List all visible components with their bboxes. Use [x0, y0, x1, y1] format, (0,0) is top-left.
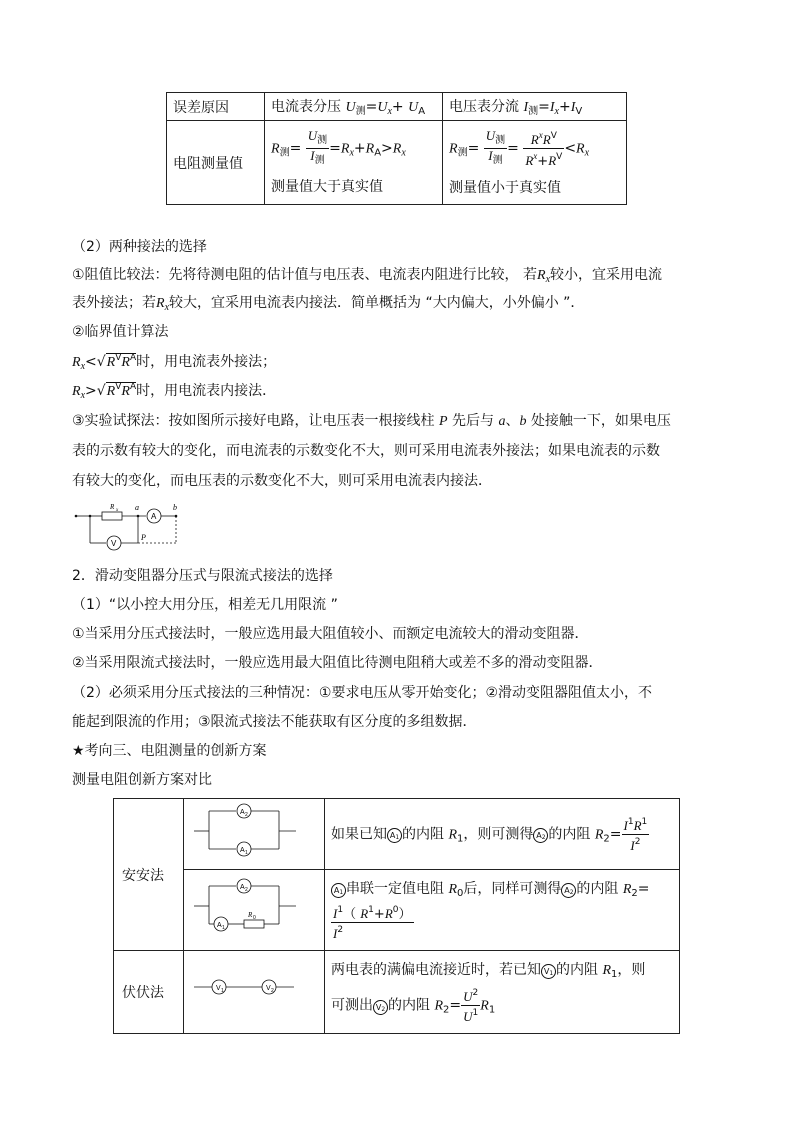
cell-aa-diagram2 — [184, 870, 325, 951]
section2-para3: $R_x<√R^VR^A$时，用电流表外接法； — [72, 353, 277, 372]
svg-text:V: V — [216, 985, 221, 992]
rx-label: R — [110, 503, 115, 511]
section3-para4: （2）必须采用分压式接法的三种情况：①要求电压从零开始变化；②滑动变阻器阻值太小，不 — [72, 685, 653, 701]
voltmeter-v1-icon: V1 — [541, 964, 556, 979]
section4-heading: ★考向三、电阻测量的创新方案 — [72, 743, 267, 759]
section2-heading: （2）两种接法的选择 — [72, 239, 207, 255]
section2-para7: 有较大的变化，而电压表的示数变化不大，则可采用电流表内接法． — [72, 473, 492, 489]
cell-vv-desc: 两电表的满偏电流接近时，若已知 V1 的内阻 $R_1$，则 可测出 V2 的内阻 $R_2=$ $\frac{U^2}{U^1}$ $R_1$ — [325, 951, 680, 1034]
cell-aa-desc2: A1 串联一定值电阻 $R_0$后，同样可测得 A2 的内阻 $R_2=$ $\frac{I^1( R^1+R^0)}{I^2}$ — [325, 870, 680, 951]
error-table — [166, 92, 627, 205]
svg-text:2: 2 — [245, 887, 248, 893]
section3-para5: 能起到限流的作用；③限流式接法不能获取有区分度的多组数据． — [72, 714, 477, 730]
cell-measured-value: 电阻测量值 — [167, 121, 265, 205]
svg-text:1: 1 — [221, 988, 224, 994]
cell-ammeter-divide: 电流表分压 $U_测=U_x+ U_A$ — [265, 93, 443, 121]
cell-vv-method: 伏伏法 — [114, 951, 184, 1034]
ammeter-a1-icon: A1 — [387, 828, 402, 843]
svg-text:P: P — [141, 533, 146, 542]
section2-para1b: 表外接法；若$R_x$较大，宜采用电流表内接法．简单概括为 “大内偏大，小外偏小 ”． — [72, 295, 585, 313]
test-circuit-diagram — [72, 500, 192, 552]
cell-error-cause: 误差原因 — [167, 93, 265, 121]
ammeter-label: A — [151, 512, 157, 521]
cell-outer-formula: $R_测=$ $\frac{U_测}{I_测}$ = $\frac{R^xR^V}{R^x+R^V}$ $<R_x$ 测量值小于真实值 — [443, 121, 627, 205]
section2-para2: ②临界值计算法 — [72, 324, 169, 340]
section3-heading: 2．滑动变阻器分压式与限流式接法的选择 — [72, 568, 333, 584]
section2-para1: ①阻值比较法：先将待测电阻的估计值与电压表、电流表内阻进行比较， 若$R_x$较小，宜采用电流 — [72, 267, 663, 285]
cell-vv-diagram — [184, 951, 325, 1034]
cell-aa-diagram1 — [184, 799, 325, 870]
ammeter-a1-icon: A1 — [331, 883, 346, 898]
cell-aa-desc1: 如果已知 A1 的内阻 $R_1$，则可测得 A2 的内阻 $R_2=$ $\frac{I^1R^1}{I^2}$ — [325, 799, 680, 870]
section2-para4: $R_x>√R^VR^A$时，用电流表内接法． — [72, 382, 277, 401]
svg-text:A: A — [240, 847, 245, 854]
aa-circuit-1 — [184, 799, 324, 865]
svg-text:R: R — [248, 911, 253, 919]
svg-text:x: x — [116, 508, 119, 513]
voltmeter-v2-icon: V2 — [373, 1000, 388, 1015]
svg-text:A: A — [217, 922, 222, 929]
vv-circuit — [184, 951, 324, 1029]
svg-text:1: 1 — [245, 850, 248, 856]
svg-text:2: 2 — [271, 988, 274, 994]
section3-para3: ②当采用限流式接法时，一般应选用最大阻值比待测电阻稍大或差不多的滑动变阻器． — [72, 655, 603, 671]
svg-text:b: b — [173, 503, 177, 512]
aa-circuit-2 — [184, 870, 324, 946]
svg-text:a: a — [135, 503, 139, 512]
ammeter-a2-icon: A2 — [561, 883, 576, 898]
svg-text:V: V — [266, 985, 271, 992]
section3-para1: （1）“以小控大用分压，相差无几用限流 ” — [72, 597, 338, 613]
voltmeter-label: V — [111, 539, 117, 548]
ammeter-a2-icon: A2 — [533, 828, 548, 843]
section3-para2: ①当采用分压式接法时，一般应选用最大阻值较小、而额定电流较大的滑动变阻器． — [72, 626, 589, 642]
svg-text:2: 2 — [245, 812, 248, 818]
svg-text:1: 1 — [222, 925, 225, 931]
svg-text:0: 0 — [253, 915, 256, 921]
section4-subheading: 测量电阻创新方案对比 — [72, 772, 212, 788]
section2-para5: ③实验试探法：按如图所示接好电路，让电压表一根接线柱 P 先后与 a、b 处接触一下，如果电压 — [72, 413, 671, 429]
section2-para6: 表的示数有较大的变化，而电流表的示数变化不大，则可采用电流表外接法；如果电流表的示数 — [72, 443, 660, 459]
svg-text:A: A — [240, 809, 245, 816]
cell-inner-formula: $R_测=$ $\frac{U_测}{I_测}$ $=R_x+R_A>R_x$ 测量值大于真实值 — [265, 121, 443, 205]
cell-aa-method: 安安法 — [114, 799, 184, 951]
innovation-table — [113, 798, 680, 1034]
cell-voltmeter-divide: 电压表分流 $I_测=I_x+I_V$ — [443, 93, 627, 121]
svg-text:A: A — [240, 884, 245, 891]
